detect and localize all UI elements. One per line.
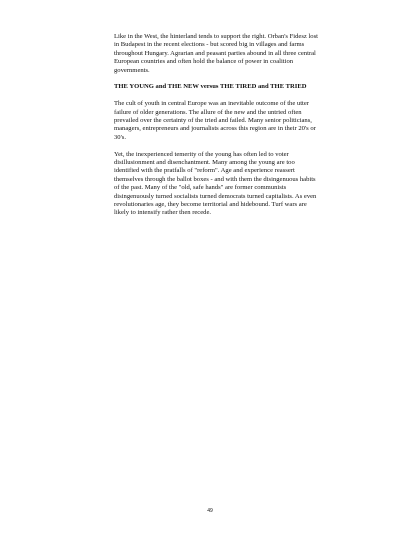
intro-paragraph: Like in the West, the hinterland tends to support the right. Orban's Fidesz lost in Budapest in the recent elections - but scored big in villages and farms throughout Hungary. Agrarian and peasant parties abound in all three central European countries and often hold the balance of power in coalition governments. bbox=[114, 33, 318, 74]
page-content bbox=[114, 33, 320, 226]
page-number: 49 bbox=[207, 508, 213, 514]
section-paragraph-1: The cult of youth in central Europe was an inevitable outcome of the utter failure of older generations. The allure of the new and the untried often prevailed over the certainty of the tried and failed. Many senior politicians, managers, entrepreneurs and journalists across this region are in their 20's or 30's. bbox=[114, 100, 316, 141]
section-heading: THE YOUNG and THE NEW versus THE TIRED and THE TRIED bbox=[114, 83, 307, 91]
section-paragraph-2: Yet, the inexperienced temerity of the young has often led to voter disillusionment and disenchantment. Many among the young are too identified with the pratfalls of "reform". Age and experience reassert themselves through the ballot boxes - and with them the disingenuous habits of the past. Many of the "old, safe hands" are former communists disingenuously turned socialists turned democrats turned capitalists. As even revolutionaries age, they become territorial and hidebound. Turf wars are likely to intensify rather then recede. bbox=[114, 150, 317, 217]
